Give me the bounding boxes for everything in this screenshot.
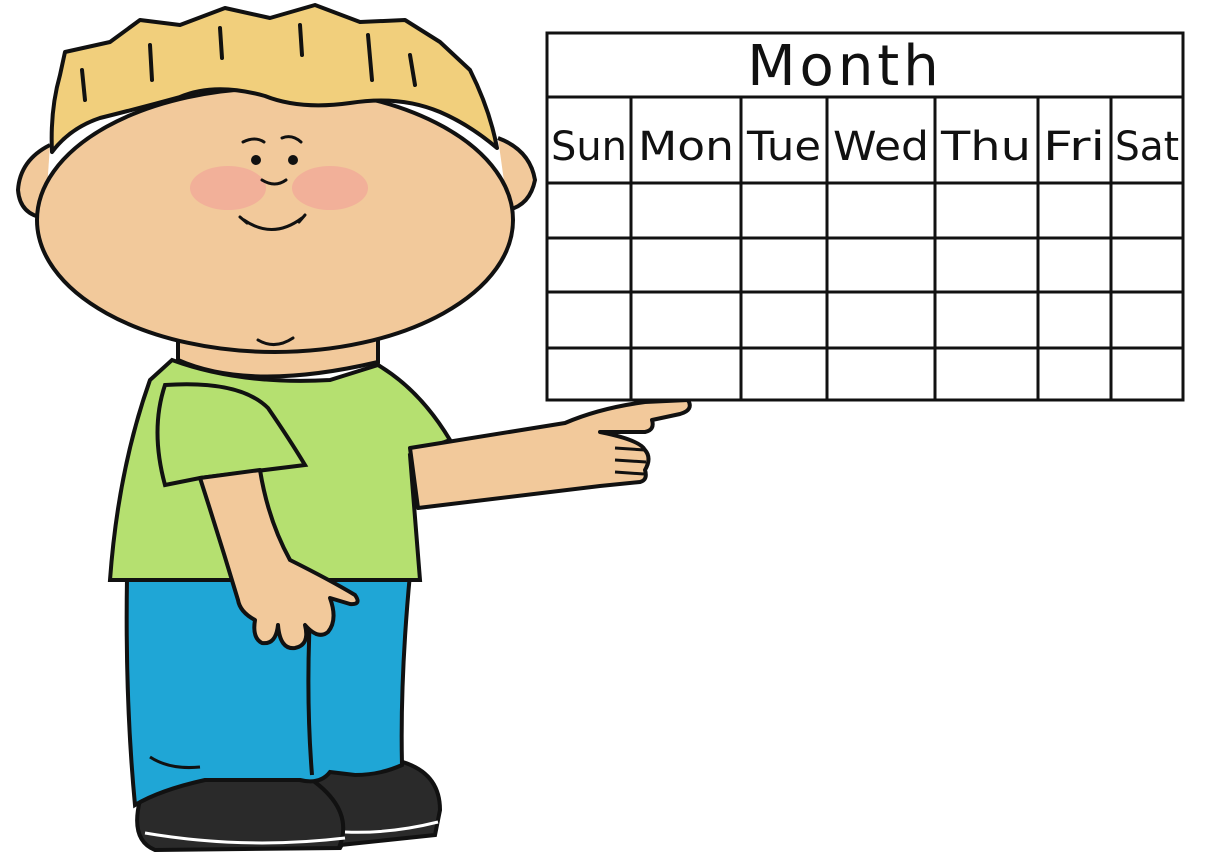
day-header-sun: Sun xyxy=(551,124,627,170)
calendar-title: Month xyxy=(747,34,943,99)
day-header-fri: Fri xyxy=(1043,124,1105,170)
day-header-wed: Wed xyxy=(833,124,929,170)
cheek-right-icon xyxy=(292,166,368,210)
face-icon xyxy=(37,88,513,352)
cheek-left-icon xyxy=(190,166,266,210)
eye-left-icon xyxy=(251,155,261,165)
pointing-arm-icon xyxy=(410,400,690,508)
day-header-thu: Thu xyxy=(939,124,1031,170)
day-header-mon: Mon xyxy=(638,124,734,170)
day-header-tue: Tue xyxy=(745,124,821,170)
eye-right-icon xyxy=(288,155,298,165)
calendar xyxy=(547,33,1183,400)
day-header-sat: Sat xyxy=(1115,124,1179,170)
